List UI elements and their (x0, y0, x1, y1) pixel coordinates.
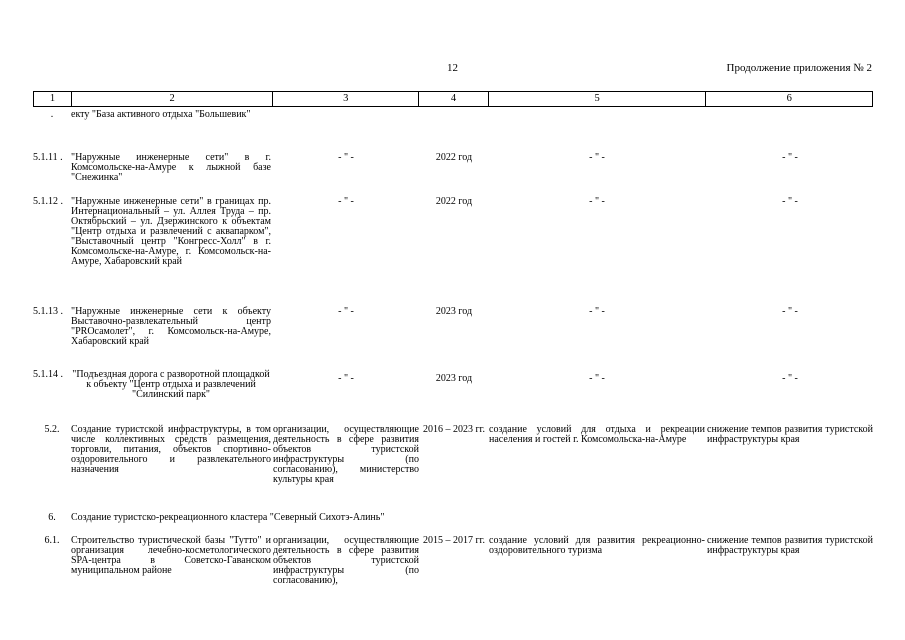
row-result: - " - (589, 152, 605, 163)
row-number: . (50, 109, 54, 120)
row-risk: - " - (782, 196, 798, 207)
row-executor: организации, осуществляющие деятельность в сфере развития объектов туристской инфраструктуры (по согласованию), (273, 535, 419, 586)
table-header (33, 91, 873, 107)
row-term: 2023 год (435, 373, 473, 384)
row-executor: - " - (338, 196, 354, 207)
row-number: 5.1.11 . (33, 152, 63, 163)
row-number: 5.2. (44, 424, 60, 435)
col-header-5: 5 (489, 92, 706, 106)
col-header-2: 2 (72, 92, 274, 106)
row-number: 6. (48, 512, 56, 523)
row-number: 5.1.14 . (33, 369, 63, 380)
row-result: - " - (589, 373, 605, 384)
row-term: 2023 год (435, 306, 473, 317)
col-header-3: 3 (273, 92, 419, 106)
row-executor: - " - (338, 152, 354, 163)
col-header-6: 6 (786, 93, 792, 104)
row-name: "Наружные инженерные сети к объекту Выставочно-развлекательный центр "PROсамолет", г. Комсомольск-на-Амуре, Хабаровский край (71, 306, 271, 347)
row-term: 2015 – 2017 гг. (422, 535, 486, 546)
row-result: - " - (589, 196, 605, 207)
row-name: "Наружные инженерные сети" в г. Комсомольске-на-Амуре к лыжной базе "Снежинка" (71, 152, 271, 183)
row-executor: - " - (338, 306, 354, 317)
row-name: "Подъездная дорога с разворотной площадкой к объекту "Центр отдыха и развлечений "Силинский парк" (72, 369, 270, 400)
row-executor: организации, осуществляющие деятельность в сфере развития объектов туристской инфраструктуры (по согласованию), министерство культуры края (273, 424, 419, 485)
row-risk: - " - (782, 306, 798, 317)
row-executor: - " - (338, 373, 354, 384)
row-term: 2022 год (435, 196, 473, 207)
continuation-title: Продолжение приложения № 2 (726, 62, 872, 74)
row-name: Строительство туристической базы "Тутто" и организация лечебно-косметологического SPA-центра в Советско-Гаванском муниципальном районе (71, 535, 271, 576)
row-risk: снижение темпов развития туристской инфраструктуры края (707, 424, 873, 445)
row-number: 5.1.12 . (33, 196, 63, 207)
row-name: Создание туристской инфраструктуры, в том числе коллективных средств размещения, торговли, питания, объектов спортивно-оздоровительного и развлекательного назначения (71, 424, 271, 475)
page-number: 12 (447, 62, 458, 74)
col-header-4: 4 (419, 92, 489, 106)
row-name: екту "База активного отдыха "Большевик" (71, 109, 251, 120)
row-name: "Наружные инженерные сети" в границах пр. Интернациональный – ул. Аллея Труда – пр. Октябрьский – ул. Дзержинского к объектам "Центр отдыха и развлечений с аквапарком", "Выставочный центр "Конгресс-Холл" в г. Комсомольске-на-Амуре, г. Комсомольск-на-Амуре, Хабаровский край (71, 196, 271, 267)
row-result: - " - (589, 306, 605, 317)
row-term: 2022 год (435, 152, 473, 163)
col-header-1: 1 (34, 92, 72, 106)
row-number: 6.1. (44, 535, 60, 546)
row-result: создание условий для отдыха и рекреации населения и гостей г. Комсомольска-на-Амуре (489, 424, 705, 445)
row-result: создание условий для развития рекреационно-оздоровительного туризма (489, 535, 705, 556)
row-risk: снижение темпов развития туристской инфраструктуры края (707, 535, 873, 556)
row-risk: - " - (782, 373, 798, 384)
row-term: 2016 – 2023 гг. (422, 424, 486, 435)
row-number: 5.1.13 . (33, 306, 63, 317)
row-risk: - " - (782, 152, 798, 163)
section-title: Создание туристско-рекреационного кластера "Северный Сихотэ-Алинь" (71, 512, 385, 523)
